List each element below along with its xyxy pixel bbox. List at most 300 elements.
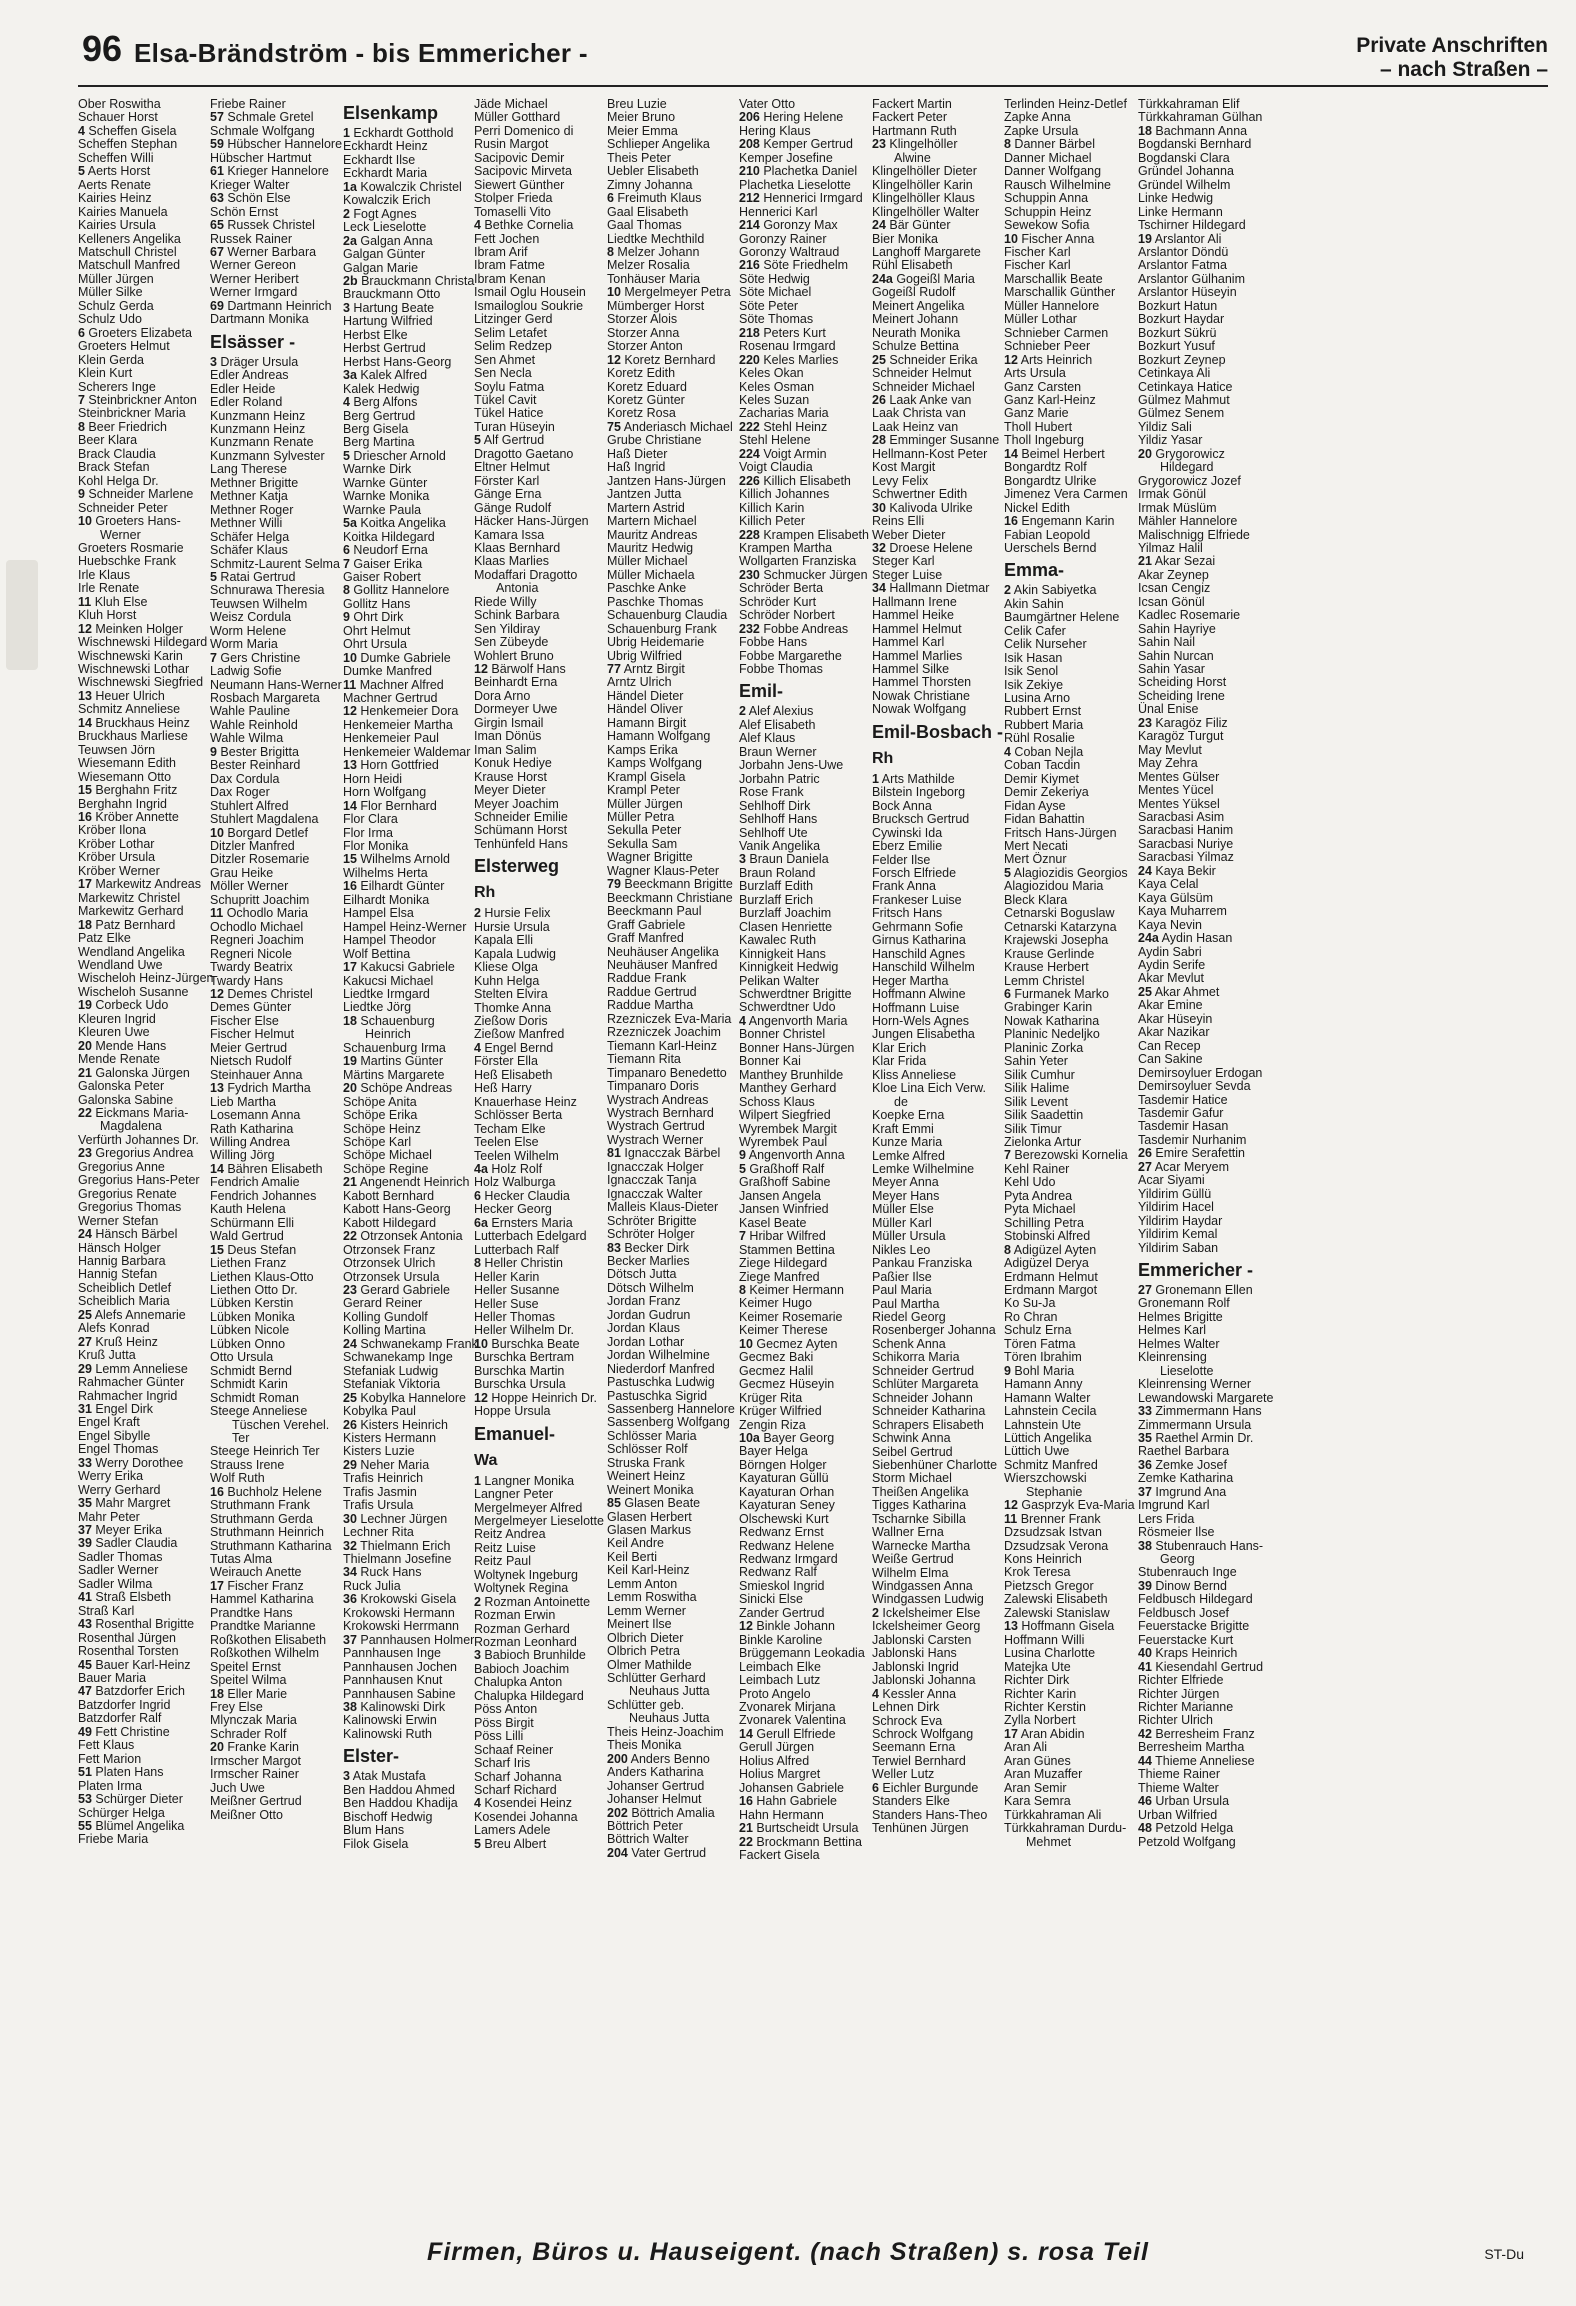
- house-number: 206: [739, 110, 760, 125]
- resident-entry: Wischnewski Karin: [78, 648, 183, 663]
- resident-entry: Werry Erika: [78, 1469, 144, 1484]
- resident-entry: Aran Semir: [1004, 1780, 1067, 1795]
- resident-entry: Werner Gereon: [210, 258, 296, 273]
- resident-entry: Schrapers Elisabeth: [872, 1417, 984, 1432]
- resident-entry: 85 Glasen Beate: [607, 1496, 701, 1511]
- resident-entry: 16 Hahn Gabriele: [739, 1794, 837, 1809]
- resident-entry: 16 Eilhardt Günter: [343, 879, 445, 894]
- resident-entry: Planinic Zorka: [1004, 1040, 1084, 1055]
- resident-entry: Bischoff Hedwig: [343, 1809, 433, 1824]
- resident-entry: Schröder Kurt: [739, 594, 817, 609]
- house-number: 37: [1138, 1484, 1152, 1499]
- resident-entry: Kunzmann Heinz: [210, 421, 306, 436]
- resident-entry: 24a Aydin Hasan: [1138, 931, 1233, 946]
- resident-entry: 13 Heuer Ulrich: [78, 688, 165, 703]
- resident-entry: Theis Heinz-Joachim: [607, 1724, 724, 1739]
- resident-entry: Yildiz Yasar: [1138, 433, 1203, 448]
- resident-entry: 25 Schneider Erika: [872, 352, 978, 367]
- resident-entry: Worm Helene: [210, 623, 287, 638]
- resident-entry: Kalinowski Erwin: [343, 1713, 437, 1728]
- resident-entry: Kehl Udo: [1004, 1175, 1056, 1190]
- resident-entry: Rühl Elisabeth: [872, 258, 953, 273]
- resident-entry: Ganz Carsten: [1004, 379, 1082, 394]
- house-number: 10a: [739, 1430, 760, 1445]
- resident-entry: Nowak Wolfgang: [872, 702, 967, 717]
- resident-entry: Irle Renate: [78, 581, 140, 596]
- resident-entry: Söte Hedwig: [739, 271, 810, 286]
- house-number: 224: [739, 446, 760, 461]
- resident-entry: Fabian Leopold: [1004, 527, 1091, 542]
- resident-entry: Erdmann Helmut: [1004, 1269, 1098, 1284]
- house-number: 27: [78, 1334, 92, 1349]
- house-number: 2: [739, 704, 746, 719]
- resident-entry: Kisters Luzie: [343, 1444, 415, 1459]
- resident-entry: Zießow Manfred: [474, 1027, 565, 1042]
- resident-entry: Trafis Heinrich: [343, 1471, 424, 1486]
- resident-entry: Türkkahraman Durdu-: [1004, 1821, 1127, 1836]
- resident-entry: Schmidt Roman: [210, 1390, 299, 1405]
- resident-entry: 18 Bachmann Anna: [1138, 123, 1248, 138]
- house-number: 1: [343, 126, 350, 140]
- resident-entry: 69 Dartmann Heinrich: [210, 298, 332, 313]
- resident-entry: Fritsch Hans: [872, 906, 943, 921]
- resident-entry: Liedtke Mechthild: [607, 231, 705, 246]
- resident-entry: Groeters Helmut: [78, 339, 170, 354]
- resident-entry: Jungen Elisabetha: [872, 1027, 975, 1042]
- resident-entry: 25 Kobylka Hannelore: [343, 1390, 467, 1405]
- house-number: 17: [1004, 1726, 1018, 1741]
- resident-entry: Kauth Helena: [210, 1202, 286, 1217]
- resident-entry: Konuk Hediye: [474, 756, 552, 771]
- resident-entry: Kairies Manuela: [78, 204, 168, 219]
- resident-entry: 10 Dumke Gabriele: [343, 650, 451, 665]
- section-title-line1: Private Anschriften: [1356, 34, 1548, 57]
- resident-entry: Tören Ibrahim: [1004, 1350, 1082, 1365]
- resident-entry: Kalinowski Ruth: [343, 1726, 432, 1741]
- resident-entry: Schlütter geb.: [607, 1697, 685, 1712]
- resident-entry: Silik Halime: [1004, 1081, 1070, 1096]
- resident-entry: Demirsoyluer Erdogan: [1138, 1065, 1263, 1080]
- house-number: 53: [78, 1792, 92, 1807]
- resident-entry: 2 Alef Alexius: [739, 704, 814, 719]
- resident-entry: Grube Christiane: [607, 433, 702, 448]
- resident-entry: Stammen Bettina: [739, 1242, 835, 1257]
- resident-entry: Woltynek Regina: [474, 1581, 569, 1596]
- resident-entry: Hering Klaus: [739, 123, 811, 138]
- resident-entry: Fett Marion: [78, 1751, 142, 1766]
- house-number: 8: [739, 1282, 746, 1297]
- resident-entry: Berresheim Martha: [1138, 1740, 1245, 1755]
- resident-entry: Schink Barbara: [474, 608, 560, 623]
- house-number: 42: [1138, 1726, 1152, 1741]
- resident-entry: Mert Necati: [1004, 839, 1068, 854]
- resident-entry: Breu Luzie: [607, 98, 667, 111]
- resident-entry: Lüttich Angelika: [1004, 1430, 1092, 1445]
- resident-entry: Kloe Lina Eich Verw.: [872, 1081, 986, 1096]
- resident-entry: Lutterbach Edelgard: [474, 1229, 587, 1244]
- resident-entry: 7 Berezowski Kornelia: [1004, 1148, 1128, 1163]
- resident-entry: Kinnigkeit Hans: [739, 946, 826, 961]
- resident-entry: Wahle Wilma: [210, 731, 284, 746]
- resident-entry: Sen Necla: [474, 366, 532, 381]
- resident-entry: Twardy Hans: [210, 973, 283, 988]
- resident-entry: Kleinrensing Werner: [1138, 1377, 1252, 1392]
- resident-entry: 6 Hecker Claudia: [474, 1188, 570, 1203]
- directory-column: [343, 98, 483, 2208]
- resident-entry: Wiesemann Otto: [78, 769, 172, 784]
- resident-entry: Pastuschka Sigrid: [607, 1388, 708, 1403]
- resident-entry: Brüggemann Leokadia: [739, 1646, 865, 1661]
- house-number: 9: [78, 487, 85, 502]
- resident-entry: Neumann Hans-Werner: [210, 677, 342, 692]
- resident-entry: 27 Gronemann Ellen: [1138, 1282, 1253, 1297]
- resident-entry: Schuppin Heinz: [1004, 204, 1092, 219]
- house-number: 14: [1004, 446, 1018, 461]
- resident-entry: Friebe Maria: [78, 1832, 149, 1847]
- resident-entry: Keil Andre: [607, 1536, 664, 1551]
- house-number: 14: [78, 715, 92, 730]
- resident-entry: 51 Platen Hans: [78, 1765, 164, 1780]
- house-number: 7: [343, 556, 350, 571]
- resident-entry: Berg Gertrud: [343, 408, 416, 423]
- resident-entry: 5 Alf Gertrud: [474, 433, 545, 448]
- directory-column: [1004, 98, 1144, 2208]
- directory-column: [607, 98, 747, 2208]
- resident-entry: Mende Renate: [78, 1052, 161, 1067]
- house-number: 38: [343, 1700, 357, 1715]
- resident-entry: 12 Binkle Johann: [739, 1619, 835, 1634]
- house-number: 4: [474, 1040, 481, 1055]
- resident-entry: Antonia: [496, 581, 539, 596]
- resident-entry: Chalupka Anton: [474, 1675, 563, 1690]
- resident-entry: Irmak Müslüm: [1138, 500, 1217, 515]
- resident-entry: Kasel Beate: [739, 1215, 807, 1230]
- resident-entry: Matschull Christel: [78, 244, 177, 259]
- resident-entry: 34 Ruck Hans: [343, 1565, 422, 1580]
- resident-entry: Terlinden Heinz-Detlef: [1004, 98, 1127, 111]
- resident-entry: Klingelhöller Klaus: [872, 191, 975, 206]
- resident-entry: Killich Peter: [739, 514, 805, 529]
- resident-entry: Tigges Katharina: [872, 1498, 967, 1513]
- resident-entry: Hampel Heinz-Werner: [343, 919, 467, 934]
- resident-entry: Koretz Edith: [607, 366, 676, 381]
- house-number: 10: [739, 1336, 753, 1351]
- resident-entry: Scharf Johanna: [474, 1769, 562, 1784]
- directory-column: [78, 98, 218, 2208]
- resident-entry: Ben Haddou Khadija: [343, 1796, 458, 1811]
- resident-entry: Richter Jürgen: [1138, 1686, 1220, 1701]
- house-number: 17: [343, 960, 357, 975]
- resident-entry: Friebe Rainer: [210, 98, 286, 111]
- house-number: 8: [474, 1256, 481, 1271]
- house-number: 35: [1138, 1430, 1152, 1445]
- resident-entry: Holius Alfred: [739, 1753, 810, 1768]
- resident-entry: Burschka Ursula: [474, 1377, 566, 1392]
- house-number: 6: [607, 191, 614, 206]
- resident-entry: 5 Graßhoff Ralf: [739, 1161, 825, 1176]
- resident-entry: Gogeißl Rudolf: [872, 285, 956, 300]
- resident-entry: Wystrach Werner: [607, 1132, 704, 1147]
- resident-entry: Koretz Eduard: [607, 379, 687, 394]
- resident-entry: 19 Corbeck Udo: [78, 998, 169, 1013]
- resident-entry: Hamann Anny: [1004, 1377, 1083, 1392]
- resident-entry: Saracbasi Nuriye: [1138, 836, 1234, 851]
- resident-entry: Schulz Gerda: [78, 298, 154, 313]
- resident-entry: Scharf Richard: [474, 1783, 557, 1798]
- house-number: 19: [343, 1054, 357, 1069]
- resident-entry: Martern Michael: [607, 514, 697, 529]
- house-number: 19: [1138, 231, 1152, 246]
- resident-entry: Zimny Johanna: [607, 177, 693, 192]
- resident-entry: Gerull Jürgen: [739, 1740, 815, 1755]
- resident-entry: 34 Hallmann Dietmar: [872, 581, 990, 596]
- resident-entry: Levy Felix: [872, 473, 929, 488]
- resident-entry: Herbst Elke: [343, 327, 408, 342]
- resident-entry: Lieselotte: [1160, 1363, 1214, 1378]
- house-number: 44: [1138, 1753, 1152, 1768]
- house-number: 3a: [343, 368, 357, 383]
- resident-entry: Matejka Ute: [1004, 1659, 1071, 1674]
- resident-entry: Jablonski Ingrid: [872, 1659, 959, 1674]
- resident-entry: Jantzen Hans-Jürgen: [607, 473, 726, 488]
- resident-entry: Leimbach Elke: [739, 1659, 821, 1674]
- resident-entry: Mümberger Horst: [607, 298, 705, 313]
- house-number: 63: [210, 191, 224, 206]
- house-number: 200: [607, 1751, 628, 1766]
- house-number: 4: [343, 395, 350, 410]
- resident-entry: 1a Kowalczik Christel: [343, 179, 462, 194]
- resident-entry: Fobbe Margarethe: [739, 648, 842, 663]
- resident-entry: Knauerhase Heinz: [474, 1094, 577, 1109]
- resident-entry: 24a Gogeißl Maria: [872, 271, 975, 286]
- resident-entry: 12 Arts Heinrich: [1004, 352, 1093, 367]
- resident-entry: Teelen Wilhelm: [474, 1148, 559, 1163]
- resident-entry: Gregorius Anne: [78, 1159, 165, 1174]
- resident-entry: Holz Walburga: [474, 1175, 556, 1190]
- resident-entry: Demes Günter: [210, 1000, 292, 1015]
- resident-entry: Icsan Gönül: [1138, 594, 1205, 609]
- resident-entry: Machner Gertrud: [343, 691, 438, 706]
- resident-entry: Trafis Jasmin: [343, 1484, 417, 1499]
- resident-entry: Warnke Monika: [343, 489, 430, 504]
- resident-entry: Pöss Anton: [474, 1702, 538, 1717]
- resident-entry: 1 Eckhardt Gotthold: [343, 126, 454, 140]
- resident-entry: Krampen Martha: [739, 540, 833, 555]
- resident-entry: Hartmann Ruth: [872, 123, 957, 138]
- house-number: 2: [474, 906, 481, 921]
- resident-entry: Bruckhaus Marliese: [78, 729, 188, 744]
- resident-entry: Krokowski Herrmann: [343, 1619, 460, 1634]
- resident-entry: Silik Levent: [1004, 1094, 1068, 1109]
- resident-entry: Willing Jörg: [210, 1148, 275, 1163]
- resident-entry: Jorbahn Jens-Uwe: [739, 758, 844, 773]
- resident-entry: Fischer Helmut: [210, 1027, 295, 1042]
- resident-entry: 67 Werner Barbara: [210, 244, 317, 259]
- resident-entry: Klingelhöller Karin: [872, 177, 973, 192]
- resident-entry: Kehl Rainer: [1004, 1161, 1070, 1176]
- resident-entry: Klingelhöller Dieter: [872, 164, 977, 179]
- resident-entry: Otrzonsek Ulrich: [343, 1256, 436, 1271]
- resident-entry: Galonska Peter: [78, 1079, 165, 1094]
- resident-entry: Keil Karl-Heinz: [607, 1563, 690, 1578]
- resident-entry: 9 Angenvorth Anna: [739, 1148, 845, 1163]
- resident-entry: Weller Lutz: [872, 1767, 935, 1782]
- resident-entry: Koretz Rosa: [607, 406, 676, 421]
- resident-entry: May Zehra: [1138, 756, 1198, 771]
- resident-entry: Schröder Berta: [739, 581, 824, 596]
- resident-entry: Bier Monika: [872, 231, 938, 246]
- resident-entry: 26 Emire Serafettin: [1138, 1146, 1245, 1161]
- resident-entry: 5a Koitka Angelika: [343, 516, 446, 531]
- resident-entry: Aerts Renate: [78, 177, 151, 192]
- resident-entry: Heller Karin: [474, 1269, 540, 1284]
- resident-entry: Gaiser Robert: [343, 569, 421, 584]
- resident-entry: Storzer Anna: [607, 325, 680, 340]
- resident-entry: Lüttich Uwe: [1004, 1444, 1070, 1459]
- resident-entry: Goronzy Rainer: [739, 231, 827, 246]
- house-number: 15: [210, 1242, 224, 1257]
- resident-entry: Methner Brigitte: [210, 475, 299, 490]
- house-number: 7: [210, 650, 217, 665]
- resident-entry: 3 Babioch Brunhilde: [474, 1648, 586, 1663]
- resident-entry: Rösmeier Ilse: [1138, 1525, 1215, 1540]
- resident-entry: Wilpert Siegfried: [739, 1108, 831, 1123]
- resident-entry: Weirauch Anette: [210, 1565, 302, 1580]
- resident-entry: Türkkahraman Ali: [1004, 1807, 1102, 1822]
- house-number: 232: [739, 621, 760, 636]
- house-number: 27: [1138, 1159, 1152, 1174]
- resident-entry: Wallner Erna: [872, 1525, 944, 1540]
- resident-entry: Linke Hedwig: [1138, 191, 1214, 206]
- resident-entry: Edler Roland: [210, 395, 283, 410]
- resident-entry: Aran Ali: [1004, 1740, 1048, 1755]
- resident-entry: Pannhausen Jochen: [343, 1659, 457, 1674]
- resident-entry: Schneider Katharina: [872, 1404, 986, 1419]
- page-title: Elsa-Brändström - bis Emmericher -: [134, 38, 588, 68]
- resident-entry: 25 Alefs Annemarie: [78, 1307, 186, 1322]
- street-heading: Emmericher -: [1138, 1259, 1254, 1280]
- resident-entry: Bock Anna: [872, 798, 932, 813]
- house-number: 2: [343, 206, 350, 221]
- resident-entry: Olschewski Kurt: [739, 1511, 829, 1526]
- resident-entry: 37 Imgrund Ana: [1138, 1484, 1227, 1499]
- resident-entry: 6 Eichler Burgunde: [872, 1780, 979, 1795]
- resident-entry: Helmes Walter: [1138, 1336, 1220, 1351]
- resident-entry: Burzlaff Erich: [739, 892, 814, 907]
- resident-entry: Weiße Gertrud: [872, 1552, 954, 1567]
- house-number: 3: [210, 354, 217, 369]
- resident-entry: Grygorowicz Jozef: [1138, 473, 1241, 488]
- street-heading: Elsenkamp: [343, 103, 439, 123]
- resident-entry: Bleck Klara: [1004, 892, 1068, 907]
- resident-entry: Chalupka Hildegard: [474, 1688, 584, 1703]
- resident-entry: Jordan Franz: [607, 1294, 681, 1309]
- resident-entry: Klingelhöller Walter: [872, 204, 980, 219]
- resident-entry: Jorbahn Patric: [739, 771, 820, 786]
- resident-entry: Riedel Georg: [872, 1309, 946, 1324]
- resident-entry: Kemper Josefine: [739, 150, 833, 165]
- resident-entry: Riede Willy: [474, 594, 537, 609]
- resident-entry: 35 Raethel Armin Dr.: [1138, 1430, 1254, 1445]
- resident-entry: Krokowski Hermann: [343, 1605, 455, 1620]
- resident-entry: Mergelmeyer Alfred: [474, 1500, 583, 1515]
- resident-entry: Melzer Rosalia: [607, 258, 690, 273]
- resident-entry: Nowak Christiane: [872, 688, 970, 703]
- resident-entry: Schenk Anna: [872, 1336, 946, 1351]
- resident-entry: Prandtke Hans: [210, 1605, 293, 1620]
- resident-entry: Scharf Iris: [474, 1756, 531, 1771]
- resident-entry: Grabinger Karin: [1004, 1000, 1093, 1015]
- resident-entry: Plachetka Lieselotte: [739, 177, 851, 192]
- house-number: 48: [1138, 1821, 1152, 1836]
- resident-entry: Lamers Adele: [474, 1823, 551, 1838]
- resident-entry: 10a Bayer Georg: [739, 1430, 835, 1445]
- house-number: 2a: [343, 233, 357, 248]
- resident-entry: Voigt Claudia: [739, 460, 813, 475]
- resident-entry: Scheffen Willi: [78, 150, 154, 165]
- resident-entry: 12 Hoppe Heinrich Dr.: [474, 1390, 597, 1405]
- resident-entry: 7 Gers Christine: [210, 650, 301, 665]
- resident-entry: 3a Kalek Alfred: [343, 368, 428, 383]
- resident-entry: Laak Christa van: [872, 406, 966, 421]
- resident-entry: Galgan Marie: [343, 260, 419, 275]
- resident-entry: Pannhausen Inge: [343, 1646, 442, 1661]
- resident-entry: Russek Rainer: [210, 231, 292, 246]
- resident-entry: Kluh Horst: [78, 608, 137, 623]
- resident-entry: Mehmet: [1026, 1834, 1072, 1849]
- resident-entry: Böttrich Walter: [607, 1832, 689, 1847]
- resident-entry: Horn-Wels Agnes: [872, 1014, 970, 1028]
- resident-entry: Zvonarek Mirjana: [739, 1700, 836, 1715]
- resident-entry: Bozkurt Yusuf: [1138, 339, 1215, 354]
- resident-entry: Fischer Else: [210, 1013, 279, 1028]
- resident-entry: 4 Kessler Anna: [872, 1686, 957, 1701]
- resident-entry: Wierszchowski: [1004, 1471, 1087, 1486]
- resident-entry: 1 Arts Mathilde: [872, 771, 955, 786]
- resident-entry: Händel Dieter: [607, 688, 684, 703]
- resident-entry: 5 Driescher Arnold: [343, 448, 446, 463]
- resident-entry: 37 Pannhausen Holmer: [343, 1632, 475, 1647]
- resident-entry: Silik Timur: [1004, 1121, 1062, 1136]
- resident-entry: Kinnigkeit Hedwig: [739, 960, 839, 975]
- resident-entry: Ober Roswitha: [78, 98, 161, 111]
- resident-entry: Lieb Martha: [210, 1094, 277, 1109]
- resident-entry: Pannhausen Knut: [343, 1673, 443, 1688]
- resident-entry: Bozkurt Sükrü: [1138, 325, 1217, 340]
- resident-entry: Hallmann Irene: [872, 594, 957, 609]
- resident-entry: Teelen Else: [474, 1135, 539, 1150]
- resident-entry: Aydin Sabri: [1138, 944, 1202, 959]
- resident-entry: Kraft Emmi: [872, 1121, 934, 1136]
- house-number: 37: [78, 1523, 92, 1538]
- resident-entry: Urban Wilfried: [1138, 1807, 1218, 1822]
- resident-entry: Möller Werner: [210, 879, 289, 894]
- resident-entry: Haß Dieter: [607, 446, 668, 461]
- resident-entry: Litzinger Gerd: [474, 312, 553, 327]
- resident-entry: Fobbe Hans: [739, 635, 808, 650]
- house-number: 17: [78, 877, 92, 892]
- resident-entry: Fritsch Hans-Jürgen: [1004, 825, 1117, 840]
- resident-entry: Schürger Helga: [78, 1805, 165, 1820]
- house-number: 8: [78, 419, 85, 434]
- resident-entry: Can Sakine: [1138, 1052, 1203, 1067]
- resident-entry: 2b Brauckmann Christa: [343, 273, 475, 288]
- resident-entry: Losemann Anna: [210, 1108, 301, 1123]
- resident-entry: Gronemann Rolf: [1138, 1296, 1230, 1311]
- resident-entry: Sadler Thomas: [78, 1549, 163, 1564]
- resident-entry: Krause Gerlinde: [1004, 946, 1095, 961]
- resident-entry: Methner Roger: [210, 502, 294, 517]
